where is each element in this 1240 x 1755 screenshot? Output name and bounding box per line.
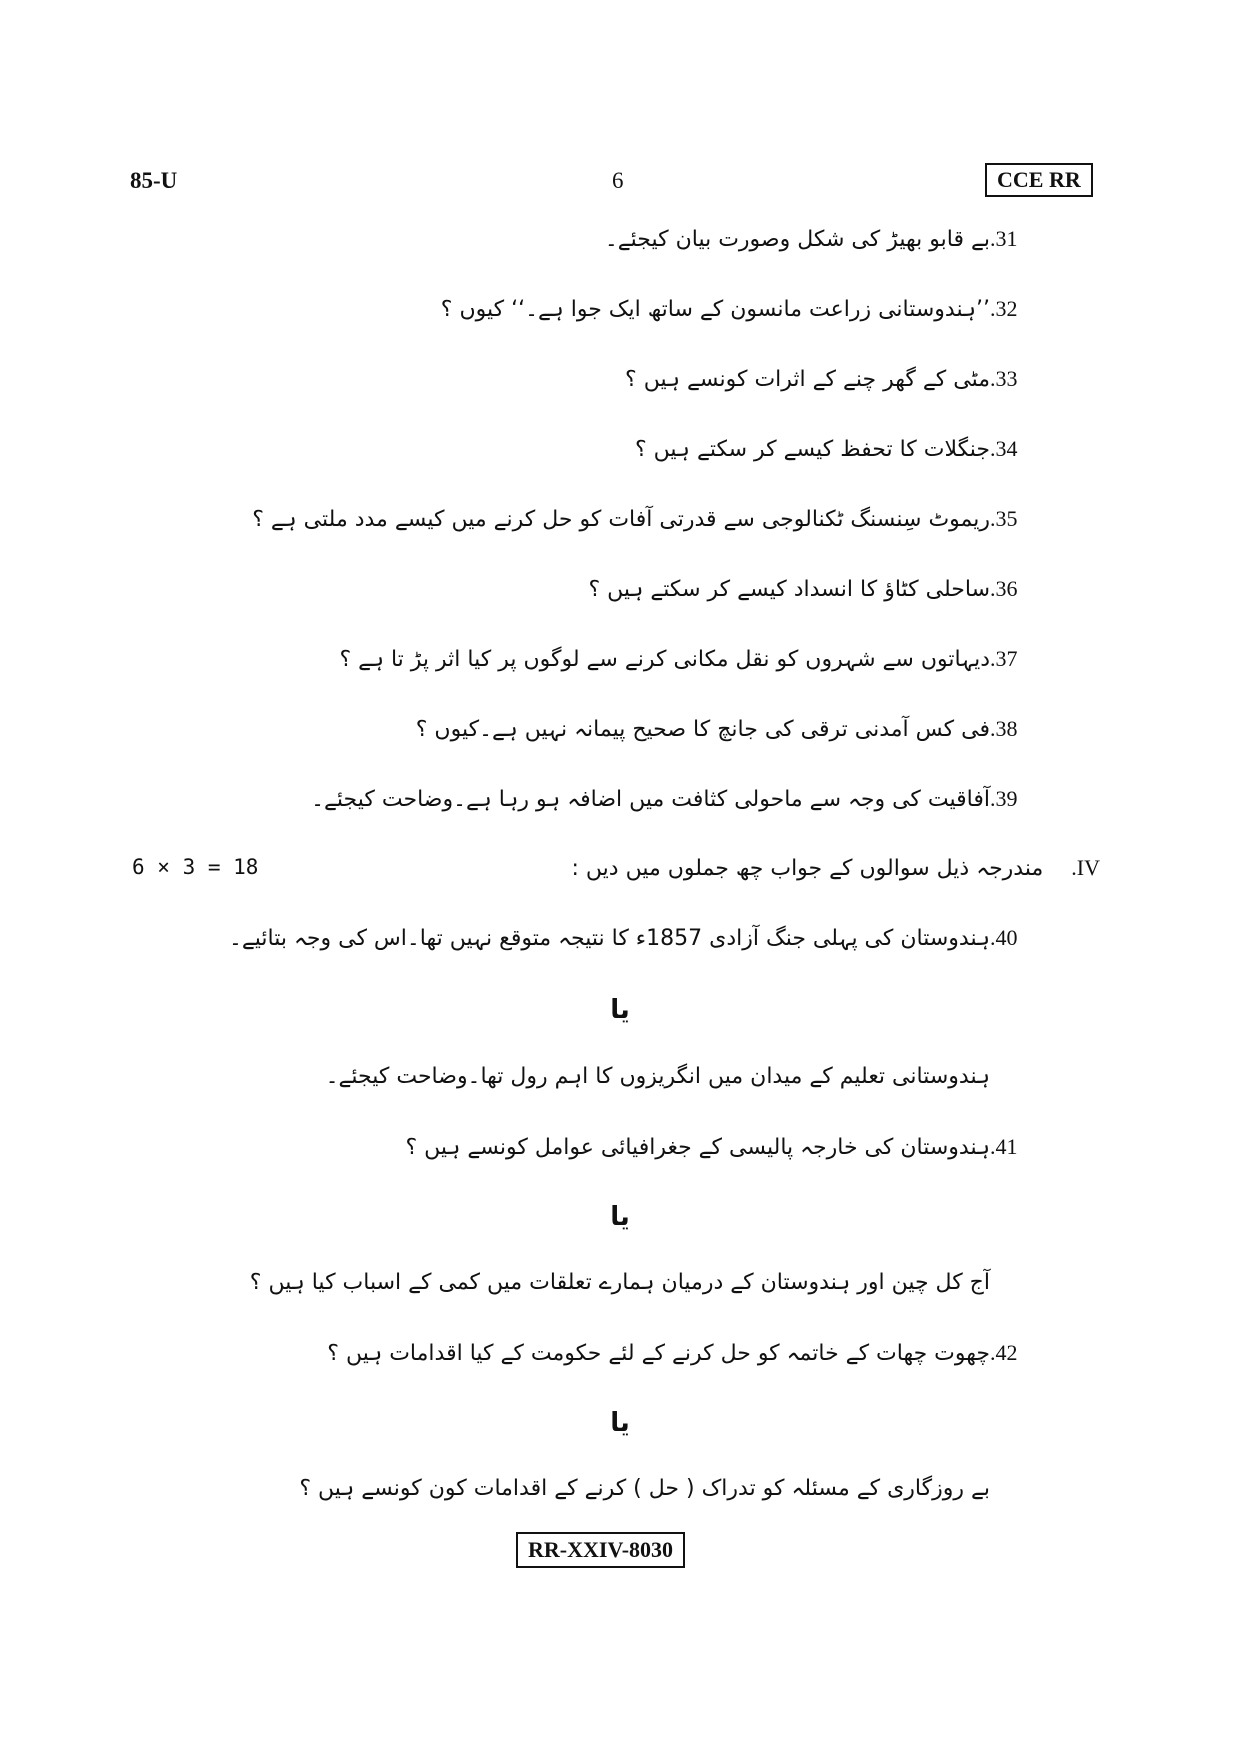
question-40	[229, 925, 1044, 951]
question-35	[252, 506, 1044, 532]
question-32	[441, 296, 1044, 322]
page-number: 6	[612, 168, 624, 193]
question-number: .32	[990, 296, 1018, 321]
question-text: ساحلی کٹاؤ کا انسداد کیسے کر سکتے ہیں ؟	[588, 576, 990, 602]
question-number: .40	[990, 925, 1018, 950]
question-41	[405, 1134, 1044, 1160]
question-number: .35	[990, 506, 1018, 531]
question-42	[327, 1340, 1044, 1366]
question-41-alternative: آج کل چین اور ہندوستان کے درمیان ہمارے تعلقات میں کمی کے اسباب کیا ہیں ؟	[249, 1270, 990, 1295]
question-37	[340, 646, 1044, 672]
question-text: ہندوستان کی خارجہ پالیسی کے جغرافیائی عوامل کونسے ہیں ؟	[405, 1134, 990, 1160]
section-iv-heading	[572, 855, 1100, 881]
question-number: .38	[990, 716, 1018, 741]
question-number: .37	[990, 646, 1018, 671]
question-text: دیہاتوں سے شہروں کو نقل مکانی کرنے سے لوگوں پر کیا اثر پڑ تا ہے ؟	[339, 646, 990, 672]
question-number: .42	[990, 1340, 1018, 1365]
question-number: .36	[990, 576, 1018, 601]
question-text: ’’ہندوستانی زراعت مانسون کے ساتھ ایک جوا ہے۔‘‘ کیوں ؟	[440, 296, 990, 322]
question-text: مٹی کے گھر چنے کے اثرات کونسے ہیں ؟	[625, 366, 990, 392]
question-text: ریموٹ سِنسنگ ٹکنالوجی سے قدرتی آفات کو حل کرنے میں کیسے مدد ملتی ہے ؟	[252, 506, 990, 532]
question-number: .41	[990, 1134, 1018, 1159]
question-33	[625, 366, 1044, 392]
paper-code: 85-U	[130, 168, 178, 193]
question-36	[588, 576, 1044, 602]
or-separator: یا	[610, 995, 630, 1025]
question-text: بے قابو بھیڑ کی شکل وصورت بیان کیجئے۔	[604, 226, 990, 252]
question-number: .34	[990, 436, 1018, 461]
question-number: .39	[990, 786, 1018, 811]
question-number: .33	[990, 366, 1018, 391]
question-39	[311, 786, 1044, 812]
question-text: ہندوستان کی پہلی جنگ آزادی 1857ء کا نتیجہ متوقع نہیں تھا۔اس کی وجہ بتائیے۔	[229, 925, 990, 951]
question-40-alternative: ہندوستانی تعلیم کے میدان میں انگریزوں کا اہم رول تھا۔وضاحت کیجئے۔	[325, 1064, 990, 1089]
question-34	[635, 436, 1044, 462]
question-number: .31	[990, 226, 1018, 251]
or-separator: یا	[610, 1202, 630, 1232]
question-text: چھوت چھات کے خاتمہ کو حل کرنے کے لئے حکومت کے کیا اقدامات ہیں ؟	[327, 1340, 990, 1366]
section-number: .IV	[1071, 855, 1100, 880]
exam-code-box: CCE RR	[985, 163, 1093, 197]
question-42-alternative: بے روزگاری کے مسئلہ کو تدراک ( حل ) کرنے کے اقدامات کون کونسے ہیں ؟	[299, 1476, 990, 1501]
question-text: جنگلات کا تحفظ کیسے کر سکتے ہیں ؟	[635, 436, 990, 462]
section-instruction: مندرجہ ذیل سوالوں کے جواب چھ جملوں میں دیں :	[571, 855, 1044, 881]
footer-code-box: RR-XXIV-8030	[516, 1532, 685, 1568]
section-marks: 6 × 3 = 18	[132, 855, 259, 879]
question-text: آفاقیت کی وجہ سے ماحولی کثافت میں اضافہ ہو رہا ہے۔وضاحت کیجئے۔	[311, 786, 990, 812]
question-38	[416, 716, 1044, 742]
or-separator: یا	[610, 1408, 630, 1438]
question-31	[605, 226, 1044, 252]
question-text: فی کس آمدنی ترقی کی جانچ کا صحیح پیمانہ نہیں ہے۔کیوں ؟	[415, 716, 990, 742]
